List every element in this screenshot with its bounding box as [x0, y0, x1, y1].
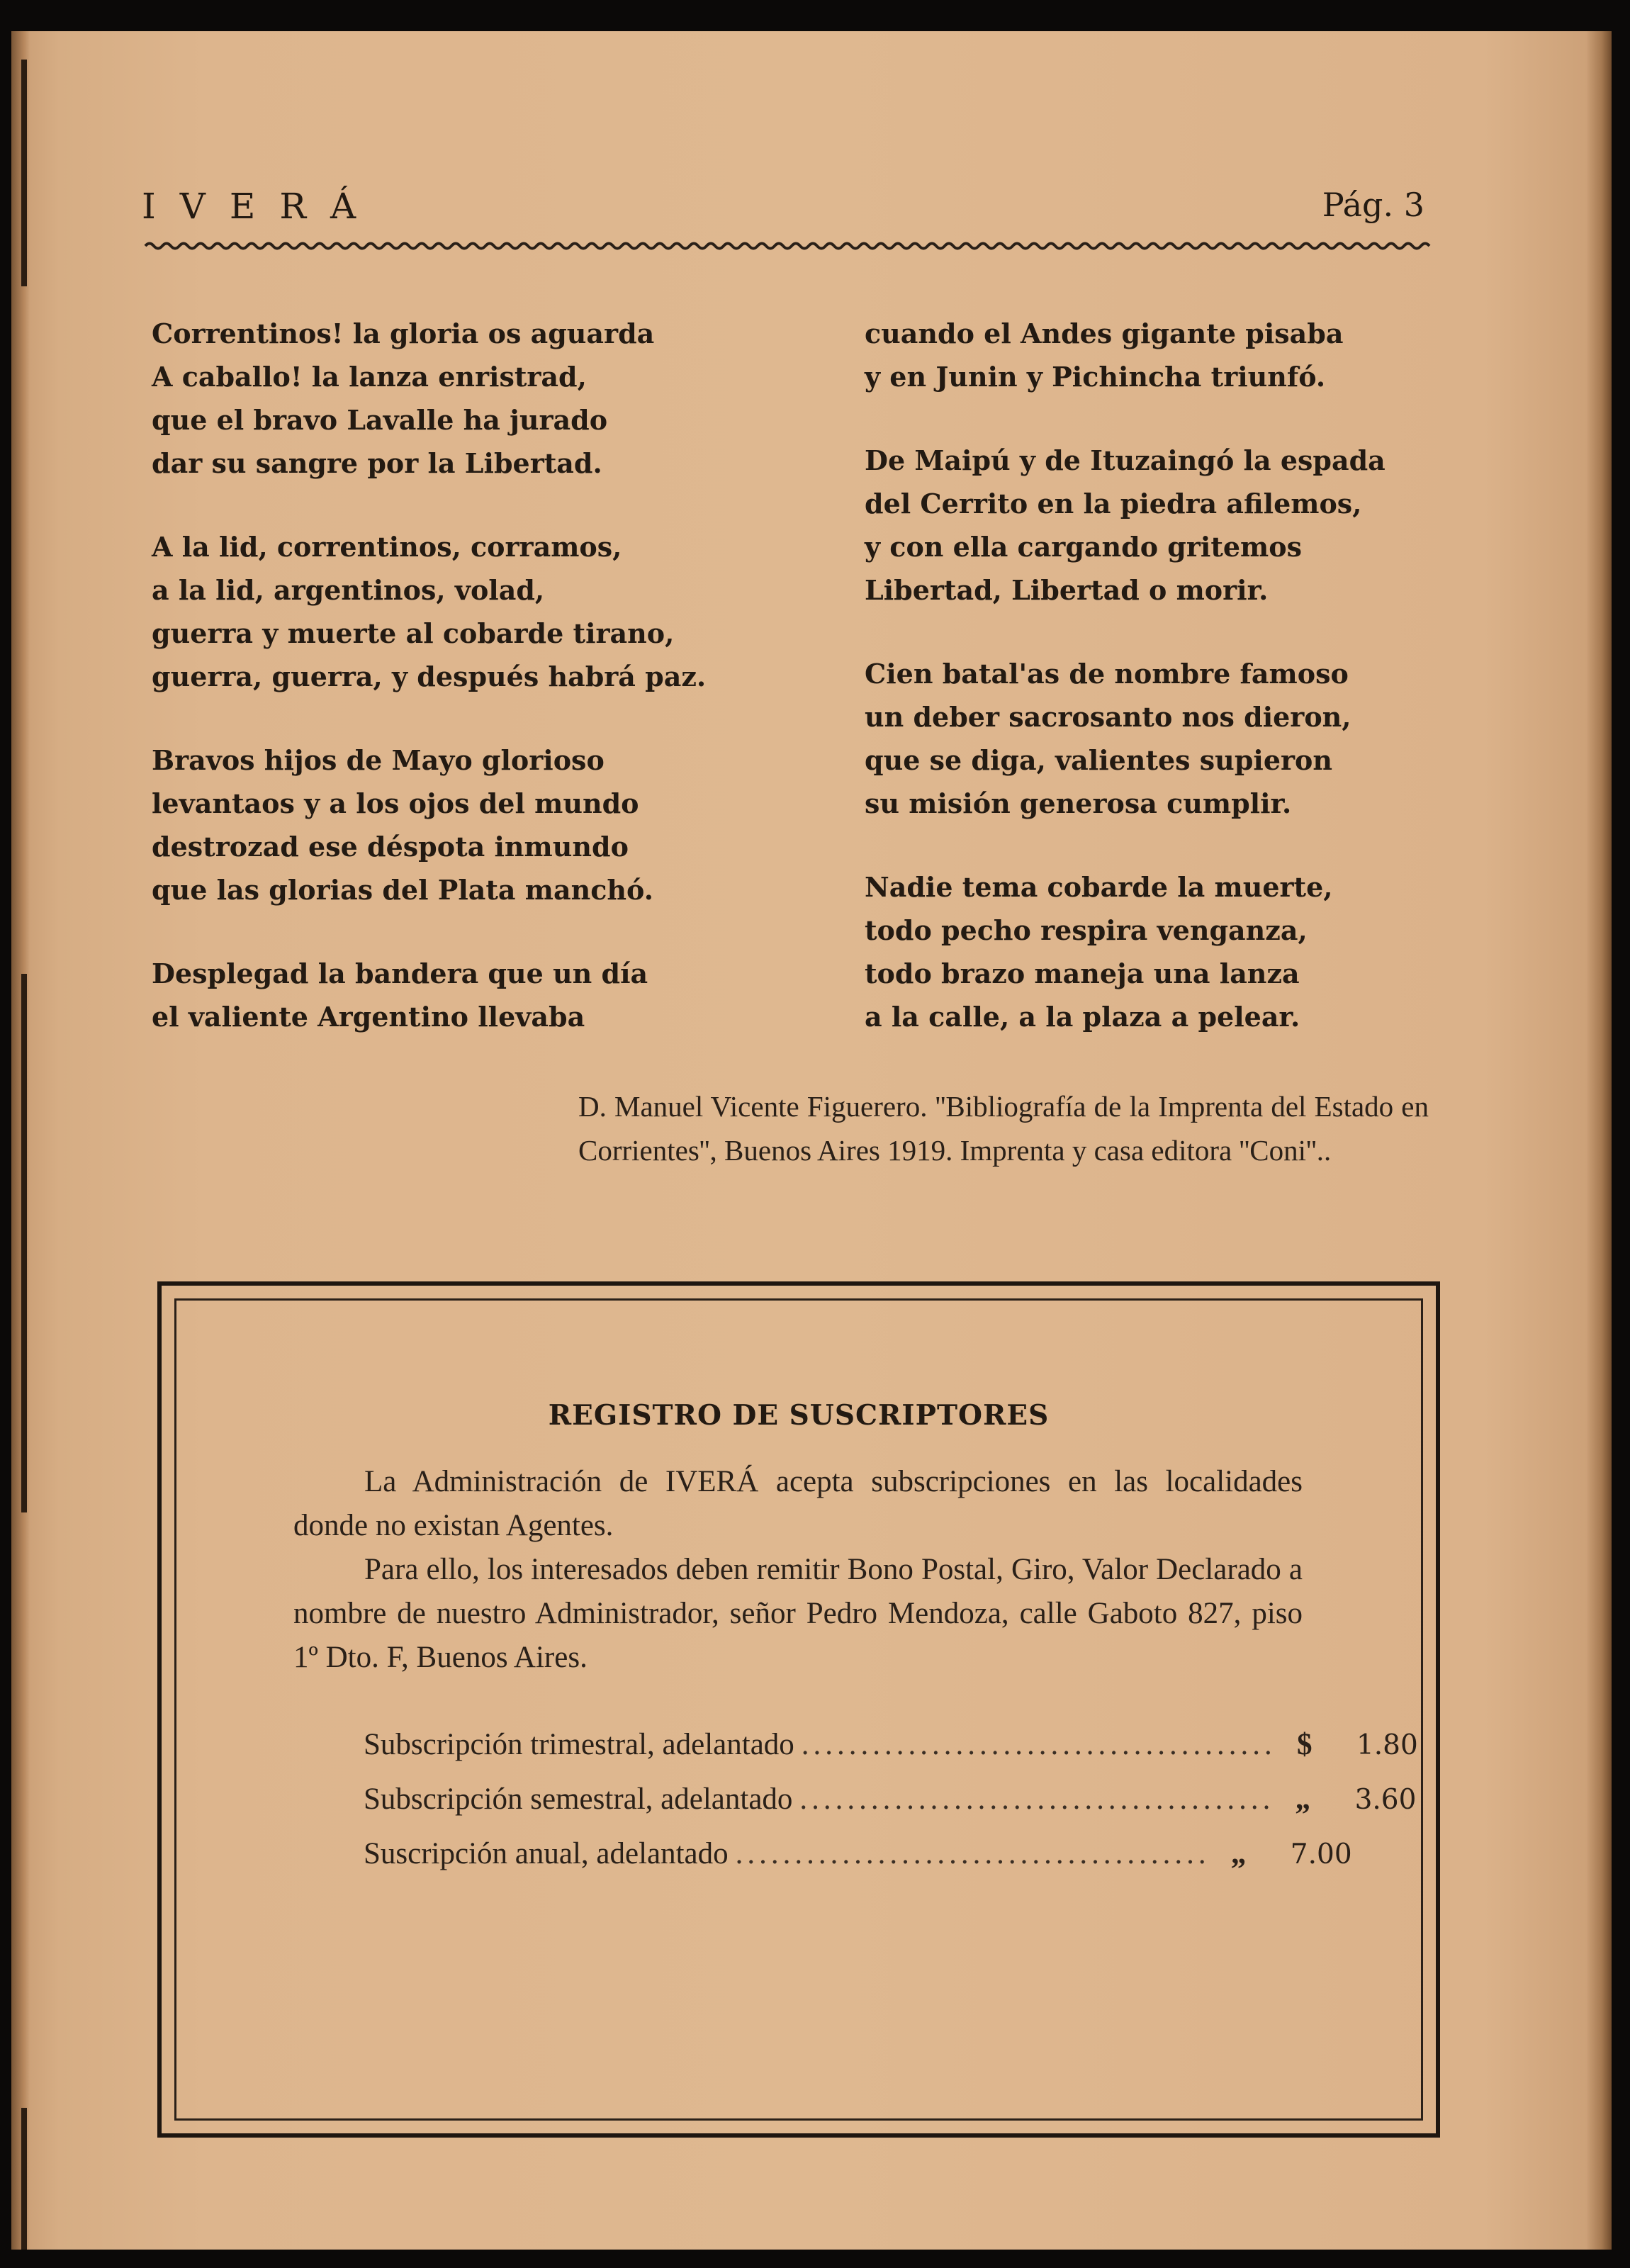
price-label: Subscripción trimestral, adelantado	[364, 1728, 794, 1761]
poem-stanza	[152, 525, 832, 698]
price-currency: „	[1295, 1783, 1311, 1816]
poem-line: y en Junin y Pichincha triunfó.	[865, 361, 1326, 393]
price-row	[364, 1827, 1352, 1882]
poem-line: que se diga, valientes supieron	[865, 744, 1332, 776]
price-currency: „	[1230, 1837, 1247, 1870]
poem-stanza	[152, 952, 832, 1038]
poem-line: del Cerrito en la piedra afilemos,	[865, 488, 1362, 520]
subscription-title: REGISTRO DE SUSCRIPTORES	[548, 1399, 1050, 1432]
poem-stanza	[152, 739, 832, 911]
price-label: Suscripción anual, adelantado	[364, 1837, 729, 1870]
leader-dots: ........................................	[801, 1728, 1276, 1761]
price-value: 1.80	[1356, 1729, 1418, 1761]
price-currency: $	[1297, 1728, 1313, 1761]
poem-line: todo pecho respira venganza,	[865, 914, 1308, 946]
poem-line: destrozad ese déspota inmundo	[152, 831, 629, 863]
page-edge	[1586, 31, 1612, 2250]
price-value: 7.00	[1290, 1838, 1352, 1870]
subscription-box	[157, 1281, 1440, 2138]
poem-line: Bravos hijos de Mayo glorioso	[152, 744, 605, 776]
poem-line: que las glorias del Plata manchó.	[152, 874, 653, 906]
poem-line: guerra y muerte al cobarde tirano,	[152, 617, 675, 649]
page-spine	[11, 31, 30, 2250]
binding-thread	[21, 974, 27, 1512]
poem-stanza	[865, 312, 1545, 398]
poem-stanza	[865, 439, 1545, 612]
poem-line: Correntinos! la gloria os aguarda	[152, 318, 655, 349]
wavy-rule	[145, 240, 1424, 252]
poem-line: A la lid, correntinos, corramos,	[152, 531, 622, 563]
price-row	[364, 1773, 1417, 1827]
poem-line: todo brazo maneja una lanza	[865, 958, 1300, 989]
poem-line: el valiente Argentino llevaba	[152, 1001, 585, 1033]
poem-line: De Maipú y de Ituzaingó la espada	[865, 444, 1386, 476]
page-number: Pág. 3	[1322, 186, 1424, 224]
poem-line: que el bravo Lavalle ha jurado	[152, 404, 608, 436]
poem-line: su misión generosa cumplir.	[865, 787, 1292, 819]
poem-line: dar su sangre por la Libertad.	[152, 447, 602, 479]
subscription-paragraph: La Administración de IVERÁ acepta subscripciones en las localidades donde no existan Agentes.	[293, 1465, 1303, 1542]
leader-dots: ........................................	[799, 1783, 1275, 1816]
price-row	[364, 1718, 1418, 1773]
binding-thread	[21, 60, 27, 286]
poem-line: levantaos y a los ojos del mundo	[152, 787, 639, 819]
magazine-title: IVERÁ	[142, 186, 381, 227]
poem-line: a la lid, argentinos, volad,	[152, 574, 545, 606]
poem-line: Libertad, Libertad o morir.	[865, 574, 1269, 606]
poem-line: a la calle, a la plaza a pelear.	[865, 1001, 1300, 1033]
subscription-paragraph: Para ello, los interesados deben remitir Bono Postal, Giro, Valor Declarado a nombre de nuestro Administrador, señor Pedro Mendoza, calle Gaboto 827, piso 1º Dto. F, Buenos Aires.	[293, 1553, 1303, 1674]
leader-dots: ........................................	[735, 1837, 1210, 1870]
poem-stanza	[152, 312, 832, 485]
poem-line: guerra, guerra, y después habrá paz.	[152, 661, 707, 692]
citation: D. Manuel Vicente Figuerero. ''Bibliografía de la Imprenta del Estado en Corrientes'', Buenos Aires 1919. Imprenta y casa editora ''Coni''..	[578, 1090, 1429, 1167]
poem-line: un deber sacrosanto nos dieron,	[865, 701, 1351, 733]
poem-line: y con ella cargando gritemos	[865, 531, 1302, 563]
subscription-text	[293, 1460, 1303, 1680]
poem-line: Desplegad la bandera que un día	[152, 958, 648, 989]
poem-line: cuando el Andes gigante pisaba	[865, 318, 1344, 349]
poem-stanza	[865, 865, 1545, 1038]
poem-left-column	[152, 312, 832, 1079]
poem-line: Nadie tema cobarde la muerte,	[865, 871, 1333, 903]
price-label: Subscripción semestral, adelantado	[364, 1783, 793, 1816]
price-list	[364, 1718, 1418, 1882]
poem-line: Cien batal'as de nombre famoso	[865, 658, 1349, 690]
poem-line: A caballo! la lanza enristrad,	[152, 361, 587, 393]
poem-stanza	[865, 652, 1545, 825]
binding-thread	[21, 2108, 27, 2250]
poem-right-column	[865, 312, 1545, 1079]
price-value: 3.60	[1354, 1784, 1417, 1816]
